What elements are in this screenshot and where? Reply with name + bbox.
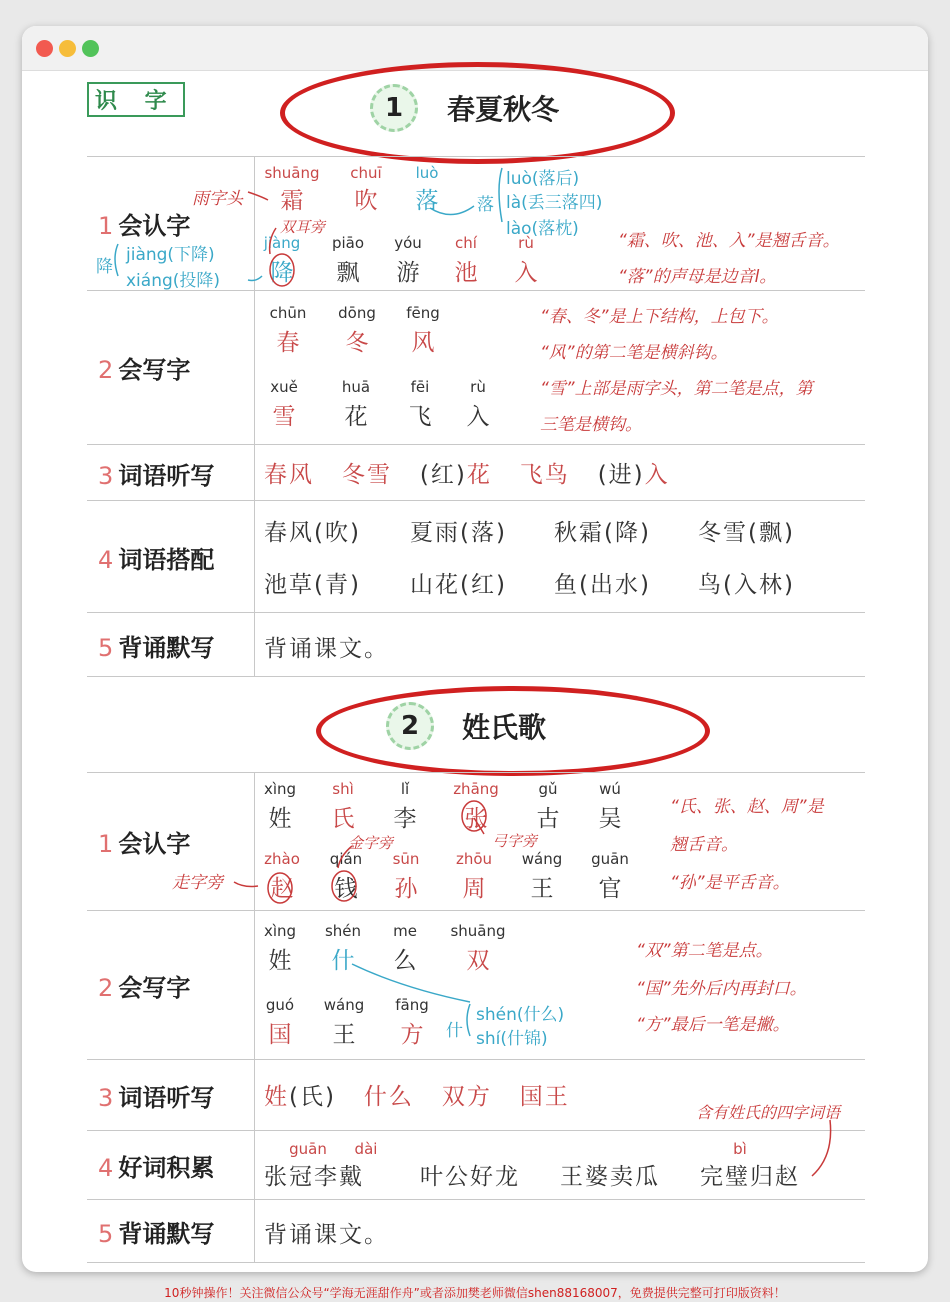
character: 氏 [331, 806, 355, 832]
section-label: 2 会写字 [98, 974, 191, 1002]
character: 方 [400, 1022, 424, 1048]
pinyin: fēng [406, 304, 440, 322]
character: 张 [464, 806, 488, 832]
pinyin: rù [518, 234, 534, 252]
pinyin: xìng [263, 780, 297, 798]
pinyin: xuě [270, 378, 298, 396]
polyphone-char: 落 [477, 195, 494, 215]
word-match-item: 山花(红) [410, 572, 507, 598]
lesson-title: 姓氏歌 [462, 711, 547, 744]
radical-note: 双耳旁 [280, 218, 326, 236]
pinyin: sūn [392, 850, 420, 868]
pinyin: guó [265, 996, 295, 1014]
pinyin: me [393, 922, 417, 940]
character: 飞 [408, 404, 432, 430]
character: 池 [454, 260, 478, 286]
character: 花 [344, 404, 368, 430]
character: 姓 [268, 948, 292, 974]
pronunciation-note: “孙”是平舌音。 [670, 873, 790, 893]
section-label: 3 词语听写 [98, 462, 215, 490]
character: 官 [598, 876, 622, 902]
section-label: 3 词语听写 [98, 1084, 215, 1112]
idiom-item: 张冠李戴 [264, 1164, 364, 1190]
word-match-item: 池草(青) [264, 572, 361, 598]
pinyin: dōng [338, 304, 376, 322]
pinyin: xìng [263, 922, 297, 940]
pinyin: gǔ [538, 780, 558, 798]
lesson-number: 1 [370, 84, 418, 132]
character: 飘 [336, 260, 360, 286]
dictation-words: 姓(氏) 什么 双方 国王 [264, 1084, 570, 1110]
pinyin: shuāng [450, 922, 506, 940]
pinyin: fēi [410, 378, 430, 396]
pronunciation-note: “氏、张、赵、周”是 [670, 797, 824, 817]
polyphone-reading: lào(落枕) [506, 219, 579, 239]
word-match-item: 鸟(入林) [698, 572, 795, 598]
writing-note: “风”的第二笔是横斜钩。 [540, 343, 728, 363]
character: 入 [466, 404, 490, 430]
section-label: 2 会写字 [98, 356, 191, 384]
character: 入 [514, 260, 538, 286]
annotation-strokes [22, 26, 928, 1272]
section-label: 5 背诵默写 [98, 1220, 215, 1248]
pinyin: zhào [264, 850, 300, 868]
pinyin: wú [599, 780, 621, 798]
pinyin: guān [289, 1140, 327, 1158]
polyphone-reading: jiàng(下降) [126, 245, 215, 265]
polyphone-reading: là(丢三落四) [506, 193, 603, 213]
word-match-item: 春风(吹) [264, 520, 361, 546]
character: 什 [331, 948, 355, 974]
section-label: 1 会认字 [98, 212, 191, 240]
writing-note: “方”最后一笔是撇。 [636, 1015, 790, 1035]
idiom-item: 叶公好龙 [420, 1164, 520, 1190]
pinyin: shén [324, 922, 362, 940]
character: 姓 [268, 806, 292, 832]
writing-note: “国”先外后内再封口。 [636, 979, 807, 999]
character: 钱 [334, 876, 358, 902]
section-label: 4 词语搭配 [98, 546, 215, 574]
pinyin: chūn [269, 304, 307, 322]
recite-text: 背诵课文。 [264, 636, 389, 662]
character: 游 [396, 260, 420, 286]
pinyin: jiàng [263, 234, 301, 252]
pinyin: dài [354, 1140, 378, 1158]
pronunciation-note: 翘舌音。 [670, 835, 738, 855]
pinyin: rù [470, 378, 486, 396]
pinyin: chí [455, 234, 477, 252]
character: 雪 [272, 404, 296, 430]
idiom-item: 王婆卖瓜 [560, 1164, 660, 1190]
pinyin: shì [332, 780, 354, 798]
pinyin: bì [733, 1140, 747, 1158]
lesson-number: 2 [386, 702, 434, 750]
pinyin: wáng [323, 996, 365, 1014]
character: 么 [393, 948, 417, 974]
pinyin: qián [329, 850, 363, 868]
character: 双 [466, 948, 490, 974]
footer-promo-text: 10秒钟操作！关注微信公众号“学海无涯甜作舟”或者添加樊老师微信shen88168007，免费提供完整可打印版资料！ [164, 1286, 786, 1300]
dictation-words: 春风 冬雪 (红)花 飞鸟 (进)入 [264, 462, 670, 488]
word-match-item: 夏雨(落) [410, 520, 507, 546]
character: 落 [415, 188, 439, 214]
polyphone-reading: shén(什么) [476, 1005, 565, 1025]
writing-note: 三笔是横钩。 [540, 415, 642, 435]
polyphone-reading: luò(落后) [506, 169, 580, 189]
character: 周 [462, 876, 486, 902]
character: 冬 [345, 330, 369, 356]
pinyin: shuāng [264, 164, 320, 182]
section-label: 5 背诵默写 [98, 634, 215, 662]
character: 风 [411, 330, 435, 356]
pinyin: lǐ [400, 780, 410, 798]
polyphone-reading: shí(什锦) [476, 1029, 548, 1049]
pinyin: huā [341, 378, 371, 396]
character: 国 [268, 1022, 292, 1048]
polyphone-reading: xiáng(投降) [126, 271, 221, 291]
character: 孙 [394, 876, 418, 902]
character: 王 [332, 1022, 356, 1048]
writing-note: “雪”上部是雨字头，第二笔是点，第 [540, 379, 813, 399]
radical-note: 弓字旁 [492, 832, 538, 850]
character: 赵 [270, 876, 294, 902]
character: 降 [270, 260, 294, 286]
character: 李 [393, 806, 417, 832]
pinyin: zhāng [453, 780, 499, 798]
pronunciation-note: “落”的声母是边音l。 [618, 267, 777, 287]
word-match-item: 鱼(出水) [554, 572, 651, 598]
document-window [22, 26, 928, 1272]
character: 古 [536, 806, 560, 832]
idiom-item: 完璧归赵 [700, 1164, 800, 1190]
character: 王 [530, 876, 554, 902]
radical-note: 金字旁 [348, 834, 394, 852]
pinyin: chuī [350, 164, 382, 182]
word-match-item: 冬雪(飘) [698, 520, 795, 546]
character: 霜 [280, 188, 304, 214]
pinyin: wáng [521, 850, 563, 868]
character: 吴 [598, 806, 622, 832]
pinyin: piāo [331, 234, 365, 252]
polyphone-char: 降 [96, 257, 113, 277]
section-label: 1 会认字 [98, 830, 191, 858]
pronunciation-note: “霜、吹、池、入”是翘舌音。 [618, 231, 840, 251]
pinyin: fāng [395, 996, 429, 1014]
lesson-title: 春夏秋冬 [447, 93, 560, 126]
polyphone-char: 什 [446, 1021, 463, 1041]
pinyin: zhōu [455, 850, 493, 868]
pinyin: luò [415, 164, 439, 182]
section-label: 4 好词积累 [98, 1154, 215, 1182]
pinyin: yóu [394, 234, 422, 252]
character: 吹 [354, 188, 378, 214]
writing-note: “春、冬”是上下结构，上包下。 [540, 307, 779, 327]
lesson-category-badge: 识 字 [87, 82, 185, 117]
word-match-item: 秋霜(降) [554, 520, 651, 546]
recite-text: 背诵课文。 [264, 1222, 389, 1248]
radical-note: 走字旁 [172, 873, 223, 893]
radical-note: 雨字头 [192, 189, 243, 209]
writing-note: “双”第二笔是点。 [636, 941, 773, 961]
pinyin: guān [591, 850, 629, 868]
character: 春 [276, 330, 300, 356]
idiom-note: 含有姓氏的四字词语 [696, 1103, 841, 1122]
